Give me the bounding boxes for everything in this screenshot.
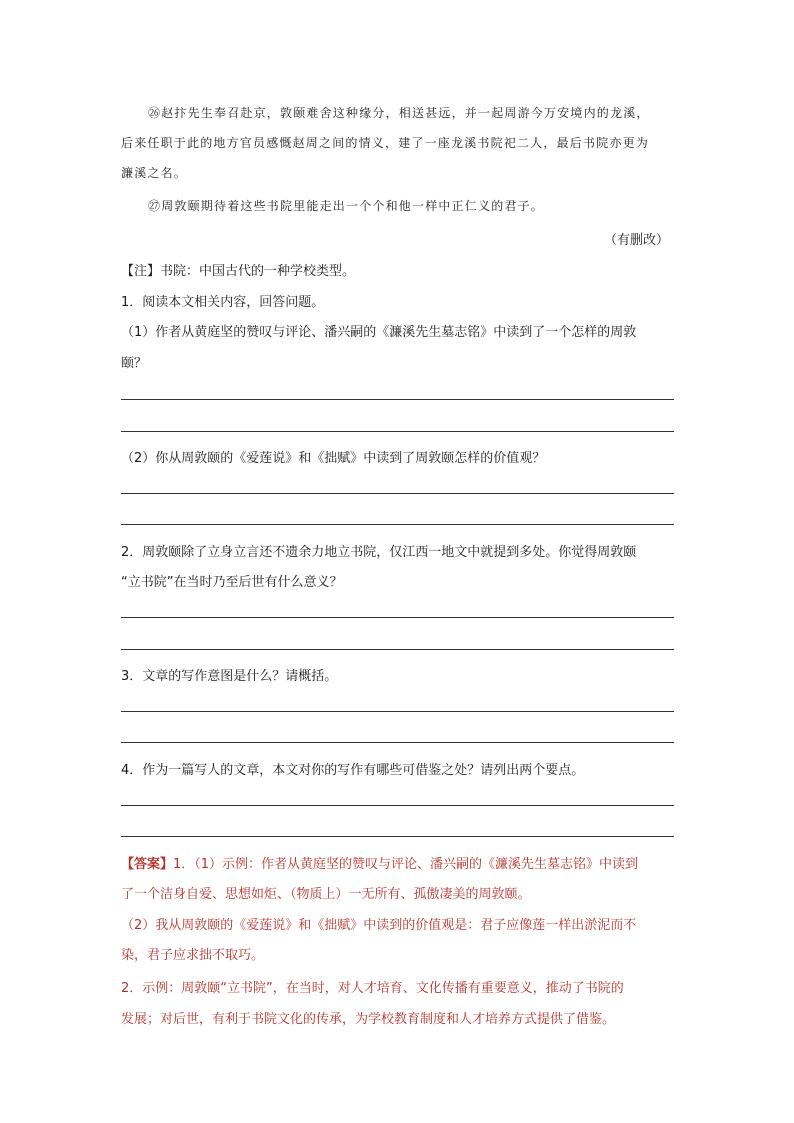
answer-line[interactable] <box>121 836 674 837</box>
question-3: 3．文章的写作意图是什么？请概括。 <box>121 669 338 684</box>
passage-p26-line1: ㉖赵抃先生奉召赴京，敦颐难舍这种缘分，相送甚远，并一起周游今万安境内的龙溪， <box>148 106 650 120</box>
question-1-1-line2: 颐？ <box>121 356 148 371</box>
answer-2-line1: 2．示例：周敦颐“立书院”，在当时，对人才培育、文化传播有重要意义，推动了书院的 <box>121 981 624 996</box>
question-1-2: （2）你从周敦颐的《爱莲说》和《拙赋》中读到了周敦颐怎样的价值观？ <box>121 451 546 466</box>
question-1-title: 1．阅读本文相关内容，回答问题。 <box>121 295 325 310</box>
answer-line[interactable] <box>121 493 674 494</box>
source-note: （有删改） <box>603 233 669 248</box>
question-4: 4．作为一篇写人的文章，本文对你的写作有哪些可借鉴之处？请列出两个要点。 <box>121 763 585 778</box>
answer-line[interactable] <box>121 649 674 650</box>
answer-line[interactable] <box>121 617 674 618</box>
answer-1-1-line1 <box>121 853 638 872</box>
answer-1-1-line2: 了一个洁身自爱、思想如炬、（物质上）一无所有、孤傲凄美的周敦颐。 <box>121 887 531 902</box>
question-1-1-line1: （1）作者从黄庭坚的赞叹与评论、潘兴嗣的《濂溪先生墓志铭》中读到了一个怎样的周敦 <box>121 325 637 340</box>
answer-1-2-line2: 染，君子应求拙不取巧。 <box>121 948 265 963</box>
answer-1-2-line1: （2）我从周敦颐的《爱莲说》和《拙赋》中读到的价值观是：君子应像莲一样出淤泥而不 <box>121 918 637 933</box>
passage-p27-line1: ㉗周敦颐期待着这些书院里能走出一个个和他一样中正仁义的君子。 <box>148 199 545 213</box>
answer-1-1-line1-text: 1．（1）示例：作者从黄庭坚的赞叹与评论、潘兴嗣的《濂溪先生墓志铭》中读到 <box>173 857 639 872</box>
passage-p26-line2: 后来任职于此的地方官员感慨赵周之间的情义，建了一座龙溪书院祀二人，最后书院亦更为 <box>121 136 650 150</box>
answer-line[interactable] <box>121 524 674 525</box>
passage-p26-line3: 濂溪之名。 <box>121 166 188 180</box>
answer-line[interactable] <box>121 742 674 743</box>
answer-line[interactable] <box>121 711 674 712</box>
question-2-line2: “立书院”在当时乃至后世有什么意义？ <box>121 575 343 590</box>
answer-line[interactable] <box>121 805 674 806</box>
footnote: 【注】书院：中国古代的一种学校类型。 <box>121 264 356 279</box>
question-2-line1: 2．周敦颐除了立身立言还不遗余力地立书院，仅江西一地文中就提到多处。你觉得周敦颐 <box>121 545 637 560</box>
answer-label: 【答案】 <box>121 857 174 872</box>
answer-line[interactable] <box>121 431 674 432</box>
answer-2-line2: 发展；对后世，有利于书院文化的传承，为学校教育制度和人才培养方式提供了借鉴。 <box>121 1012 616 1027</box>
answer-line[interactable] <box>121 399 674 400</box>
